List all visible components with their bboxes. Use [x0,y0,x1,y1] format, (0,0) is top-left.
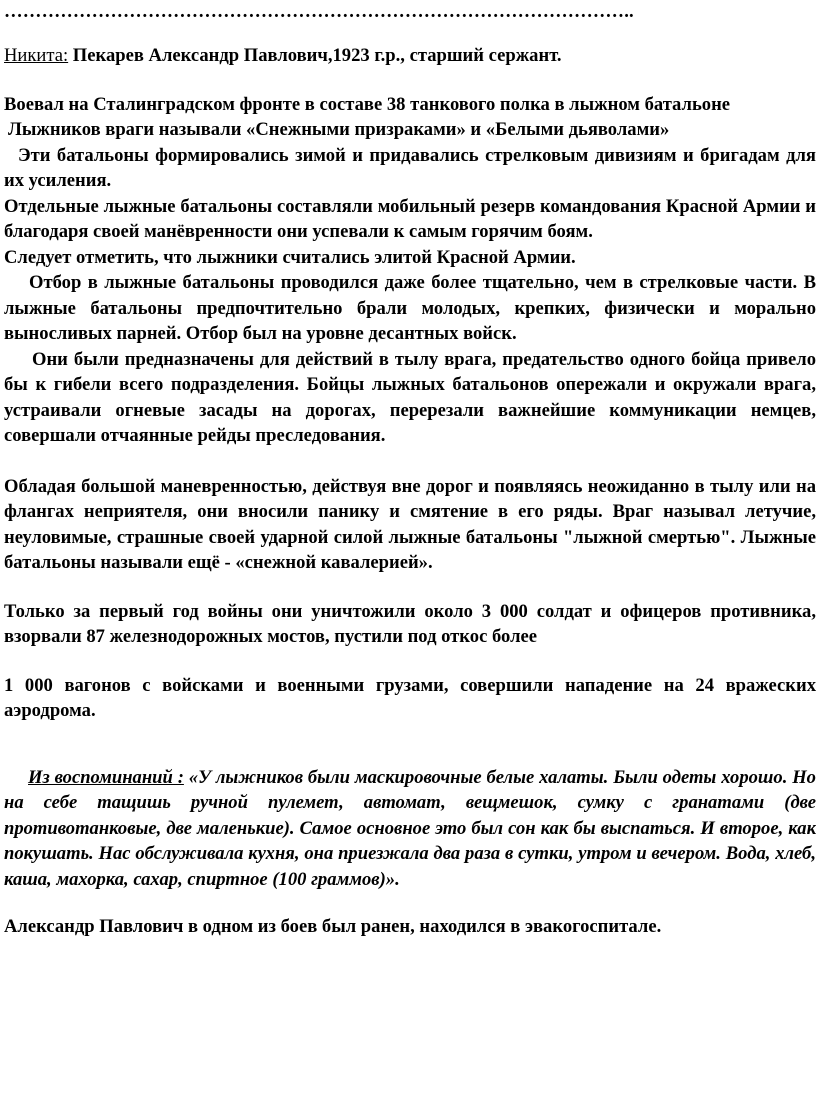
memoir-label: Из воспоминаний : [28,766,184,788]
paragraph-reserve: Отдельные лыжные батальоны составляли мобильный резерв командования Красной Армии и благодаря своей манёвренности они успевали к самым горячим боям. [4,195,816,242]
paragraph-first-year: Только за первый год войны они уничтожили около 3 000 солдат и офицеров противника, взорвали 87 железнодорожных мостов, пустили под откос более [4,600,816,647]
closing-paragraph: Александр Павлович в одном из боев был ранен, находился в эвакогоспитале. [4,916,662,937]
paragraph-selection: Отбор в лыжные батальоны проводился даже более тщательно, чем в стрелковые части. В лыжные батальоны предпочтительно брали молодых, крепких, физически и морально выносливых парней. Отбор был на уровне десантных войск. [4,272,816,344]
paragraph-nicknames: Лыжников враги называли «Снежными призраками» и «Белыми дьяволами» [8,119,670,140]
paragraph-elite: Следует отметить, что лыжники считались элитой Красной Армии. [4,246,576,268]
dotted-separator: ……………………………………………………………………………………….. [4,6,634,22]
intro-line [4,43,816,69]
paragraph-wagons: 1 000 вагонов с войсками и военными грузами, совершили нападение на 24 вражеских аэродрома. [4,674,816,721]
paragraph-front: Воевал на Сталинградском фронте в составе 38 танкового полка в лыжном батальоне [4,93,731,115]
veteran-name: Пекарев Александр Павлович,1923 г.р., старший сержант. [72,45,562,66]
paragraph-formation: Эти батальоны формировались зимой и придавались стрелковым дивизиям и бригадам для их усиления. [4,144,816,191]
memoir-quote [4,765,816,893]
paragraph-rear-actions: Они были предназначены для действий в тылу врага, предательство одного бойца привело бы к гибели всего подразделения. Бойцы лыжных батальонов опережали и окружали врага, устраивали огневые засады на дорогах, перерезали важнейшие коммуникации немцев, совершали отчаянные рейды преследования. [4,348,816,446]
memoir-text: «У лыжников были маскировочные белые халаты. Были одеты хорошо. Но на себе тащишь ручной пулемет, автомат, вещмешок, сумку с гранатами (две противотанковые, две маленькие). Самое основное это был сон как бы выспаться. И второе, как покушать. Нас обслуживала кухня, она приезжала два раза в сутки, утром и вечером. Вода, хлеб, каша, махорка, сахар, спиртное (100 граммов)». [4,766,816,890]
speaker-label: Никита: [4,45,69,66]
paragraph-maneuverability: Обладая большой маневренностью, действуя вне дорог и появляясь неожиданно в тылу или на флангах неприятеля, они вносили панику и смятение в его ряды. Враг называл летучие, неуловимые, страшные своей ударной силой лыжные батальоны "лыжной смертью". Лыжные батальоны называли ещё - «снежной кавалерией». [4,475,816,573]
